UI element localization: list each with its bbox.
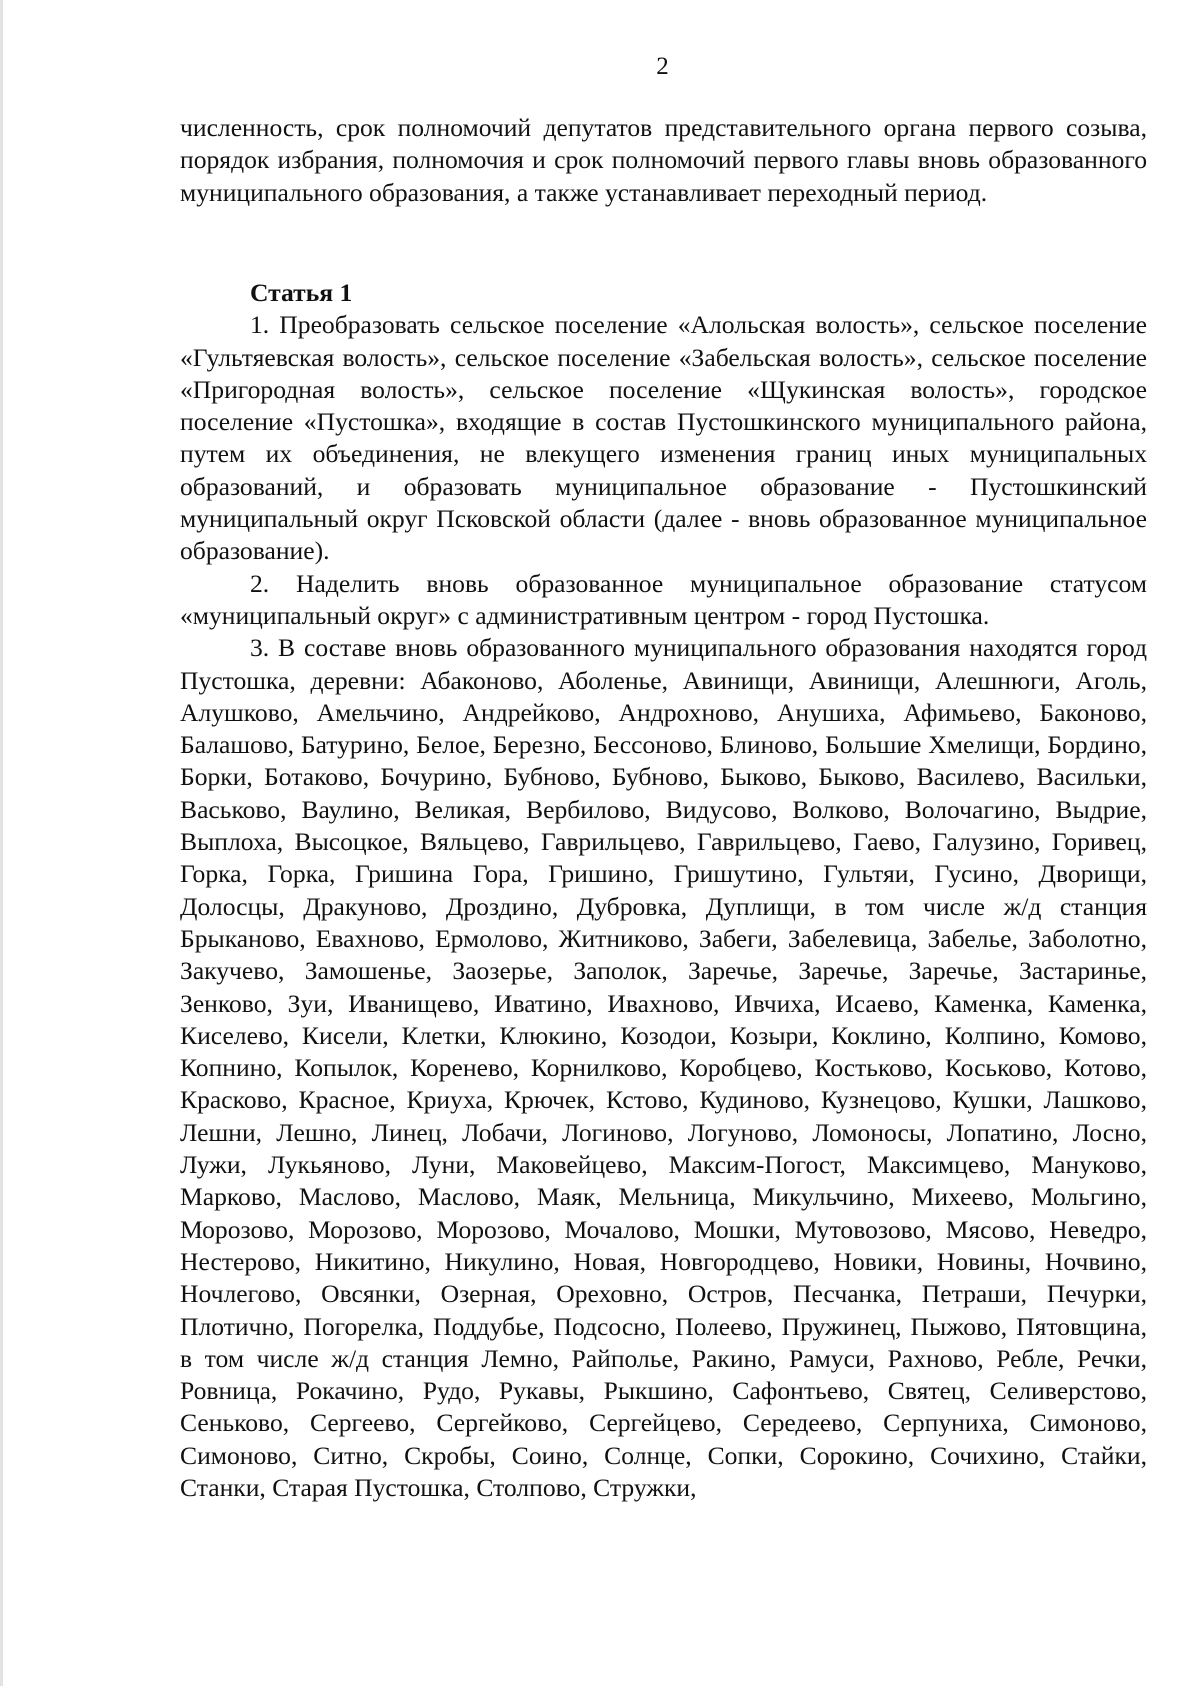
intro-section <box>180 112 1147 209</box>
article-section <box>180 277 1147 1504</box>
article-title: Статья 1 <box>250 278 353 307</box>
article-paragraph-2: 2. Наделить вновь образованное муниципальное образование статусом «муниципальный округ» с административным центром - город Пустошка. <box>180 568 1147 630</box>
page-number: 2 <box>656 53 669 80</box>
page-edge <box>0 0 3 1686</box>
article-paragraph-1: 1. Преобразовать сельское поселение «Алольская волость», сельское поселение «Гультяевская волость», сельское поселение «Забельская волость», сельское поселение «Пригородная волость», сельское поселение «Щукинская волость», городское поселение «Пустошка», входящие в состав Пустошкинского муниципального района, путем их объединения, не влекущего изменения границ иных муниципальных образований, и образовать муниципальное образование - Пустошкинский муниципальный округ Псковской области (далее - вновь образованное муниципальное образование). <box>180 310 1147 566</box>
intro-paragraph: численность, срок полномочий депутатов представительного органа первого созыва, порядок избрания, полномочия и срок полномочий первого главы вновь образованного муниципального образования, а также устанавливает переходный период. <box>180 113 1147 207</box>
article-paragraph-3: 3. В составе вновь образованного муниципального образования находятся город Пустошка, деревни: Абаконово, Аболенье, Авинищи, Авинищи, Алешнюги, Аголь, Алушково, Амельчино, Андрейково, Андрохново, Анушиха, Афимьево, Баконово, Балашово, Батурино, Белое, Березно, Бессоново, Блиново, Большие Хмелищи, Бордино, Борки, Ботаково, Бочурино, Бубново, Бубново, Быково, Быково, Василево, Васильки, Васьково, Ваулино, Великая, Вербилово, Видусово, Волково, Волочагино, Выдрие, Выплоха, Высоцкое, Вяльцево, Гаврильцево, Гаврильцево, Гаево, Галузино, Горивец, Горка, Горка, Гришина Гора, Гришино, Гришутино, Гультяи, Гусино, Дворищи, Долосцы, Дракуново, Дроздино, Дубровка, Дуплищи, в том числе ж/д станция Брыканово, Евахново, Ермолово, Житниково, Забеги, Забелевица, Забелье, Заболотно, Закучево, Замошенье, Заозерье, Заполок, Заречье, Заречье, Заречье, Застаринье, Зенково, Зуи, Иванищево, Иватино, Ивахново, Ивчиха, Исаево, Каменка, Каменка, Киселево, Кисели, Клетки, Клюкино, Козодои, Козыри, Коклино, Колпино, Комово, Копнино, Копылок, Коренево, Корнилково, Коробцево, Костьково, Коськово, Котово, Красково, Красное, Криуха, Крючек, Кстово, Кудиново, Кузнецово, Кушки, Лашково, Лешни, Лешно, Линец, Лобачи, Логиново, Логуново, Ломоносы, Лопатино, Лосно, Лужи, Лукьяново, Луни, Маковейцево, Максим-Погост, Максимцево, Мануково, Марково, Маслово, Маслово, Маяк, Мельница, Микульчино, Михеево, Мольгино, Морозово, Морозово, Морозово, Мочалово, Мошки, Мутовозово, Мясово, Неведро, Нестерово, Никитино, Никулино, Новая, Новгородцево, Новики, Новины, Ночвино, Ночлегово, Овсянки, Озерная, Ореховно, Остров, Песчанка, Петраши, Печурки, Плотично, Погорелка, Поддубье, Подсосно, Полеево, Пружинец, Пыжово, Пятовщина, в том числе ж/д станция Лемно, Райполье, Ракино, Рамуси, Рахново, Ребле, Речки, Ровница, Рокачино, Рудо, Рукавы, Рыкшино, Сафонтьево, Святец, Селиверстово, Сеньково, Сергеево, Сергейково, Сергейцево, Середеево, Серпуниха, Симоново, Симоново, Ситно, Скробы, Соино, Солнце, Сопки, Сорокино, Сочихино, Стайки, Станки, Старая Пустошка, Столпово, Стружки, <box>180 633 1147 1502</box>
